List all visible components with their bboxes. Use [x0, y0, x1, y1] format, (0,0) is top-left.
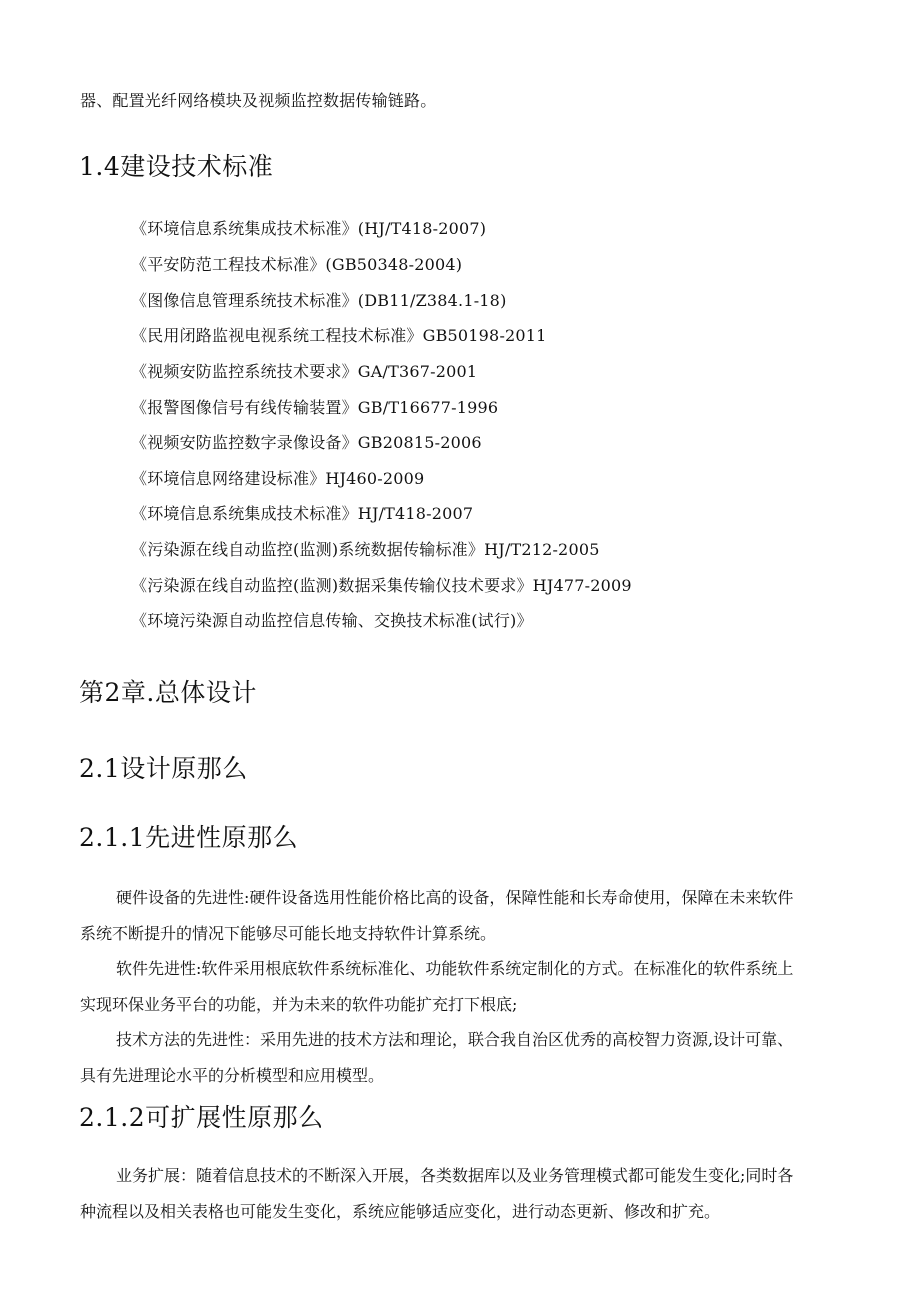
- paragraph-business-extension: [80, 1158, 840, 1229]
- paragraph-line: 技术方法的先进性：采用先进的技术方法和理论，联合我自治区优秀的高校智力资源,设计可靠、: [116, 1030, 794, 1049]
- standard-item: 《污染源在线自动监控(监测)数据采集传输仪技术要求》HJ477-2009: [131, 576, 632, 595]
- standard-item: 《图像信息管理系统技术标准》(DB11/Z384.1-18): [131, 291, 507, 310]
- standard-item: 《平安防范工程技术标准》(GB50348-2004): [131, 255, 463, 274]
- paragraph-hardware-advanced: [80, 880, 840, 951]
- section-1-4-heading: 1.4建设技术标准: [79, 152, 274, 181]
- paragraph-line: 硬件设备的先进性:硬件设备选用性能价格比高的设备，保障性能和长寿命使用，保障在未来软件: [116, 888, 794, 907]
- paragraph-line: 具有先进理论水平的分析模型和应用模型。: [80, 1065, 385, 1085]
- standard-item: 《污染源在线自动监控(监测)系统数据传输标准》HJ/T212-2005: [131, 540, 600, 559]
- standard-item: 《环境信息系统集成技术标准》(HJ/T418-2007): [131, 219, 487, 238]
- section-2-1-2-heading: 2.1.2可扩展性原那么: [79, 1103, 324, 1132]
- paragraph-line: 业务扩展：随着信息技术的不断深入开展，各类数据库以及业务管理模式都可能发生变化;同时各: [116, 1166, 794, 1185]
- paragraph-method-advanced: [80, 1022, 840, 1093]
- standard-item: 《民用闭路监视电视系统工程技术标准》GB50198-2011: [131, 326, 547, 345]
- standard-item: 《环境信息网络建设标准》HJ460-2009: [131, 469, 425, 488]
- paragraph-software-advanced: [80, 951, 840, 1022]
- paragraph-line: 种流程以及相关表格也可能发生变化，系统应能够适应变化，进行动态更新、修改和扩充。: [80, 1201, 721, 1221]
- standard-item: 《报警图像信号有线传输装置》GB/T16677-1996: [131, 398, 499, 417]
- section-2-1-1-heading: 2.1.1先进性原那么: [79, 823, 299, 852]
- section-2-1-heading: 2.1设计原那么: [79, 754, 248, 783]
- standard-item: 《环境污染源自动监控信息传输、交换技术标准(试行)》: [131, 611, 533, 630]
- paragraph-line: 软件先进性:软件采用根底软件系统标准化、功能软件系统定制化的方式。在标准化的软件系统上: [116, 959, 794, 978]
- paragraph-line: 实现环保业务平台的功能，并为未来的软件功能扩充打下根底;: [80, 994, 518, 1014]
- chapter-2-heading: 第2章.总体设计: [79, 678, 257, 707]
- intro-fragment: 器、配置光纤网络模块及视频监控数据传输链路。: [80, 91, 437, 110]
- paragraph-line: 系统不断提升的情况下能够尽可能长地支持软件计算系统。: [80, 923, 497, 943]
- standard-item: 《视频安防监控系统技术要求》GA/T367-2001: [131, 362, 478, 381]
- standard-item: 《视频安防监控数字录像设备》GB20815-2006: [131, 433, 482, 452]
- standard-item: 《环境信息系统集成技术标准》HJ/T418-2007: [131, 504, 474, 523]
